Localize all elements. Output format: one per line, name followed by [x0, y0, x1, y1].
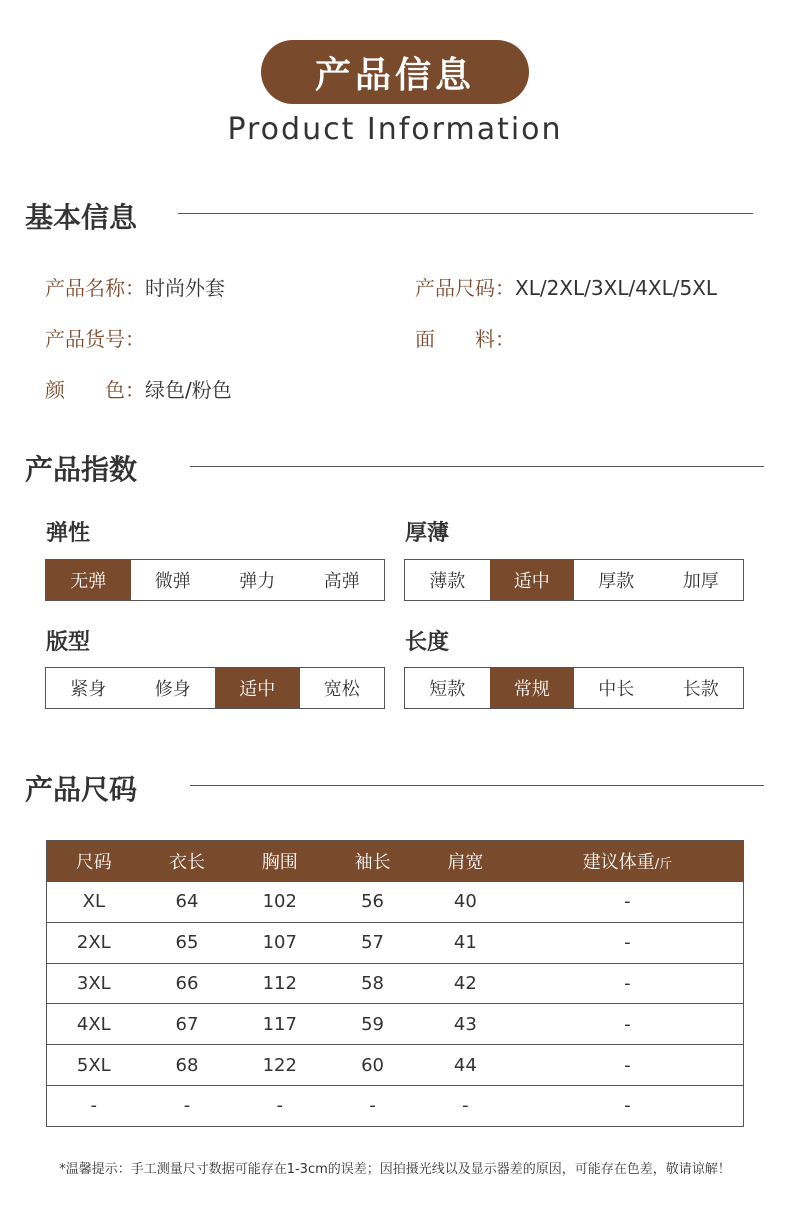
field-fabric	[415, 323, 515, 352]
option-elasticity: 弹力	[239, 571, 276, 592]
product-index-title: 产品指数	[25, 453, 138, 486]
option-elasticity: 无弹	[46, 560, 131, 600]
option-elasticity: 高弹	[323, 571, 360, 592]
table-cell: 107	[233, 922, 326, 963]
option-fit: 宽松	[323, 679, 360, 700]
field-value: XL/2XL/3XL/4XL/5XL	[515, 276, 718, 300]
table-cell: 66	[141, 963, 234, 1004]
table-row	[47, 1085, 744, 1126]
table-cell: 122	[233, 1045, 326, 1086]
weight-unit: /斤	[654, 857, 673, 872]
table-cell: -	[419, 1085, 512, 1126]
field-label: 面 料：	[415, 327, 515, 351]
column-header: 袖长	[326, 841, 419, 882]
basic-info-divider	[178, 213, 753, 214]
field-color	[45, 374, 232, 403]
option-length: 常规	[490, 668, 575, 708]
table-cell: 117	[233, 1004, 326, 1045]
option-thickness: 适中	[490, 560, 575, 600]
table-cell: -	[47, 1085, 141, 1126]
field-product-name	[45, 272, 225, 301]
index-options-thickness	[404, 559, 744, 601]
option-fit: 适中	[215, 668, 300, 708]
table-cell: 5XL	[47, 1045, 141, 1086]
table-cell: 57	[326, 922, 419, 963]
size-table-header-row	[47, 841, 744, 882]
field-value: 时尚外套	[145, 276, 225, 300]
table-cell: 2XL	[47, 922, 141, 963]
table-cell: 42	[419, 963, 512, 1004]
field-value: 绿色/粉色	[145, 378, 232, 402]
table-row	[47, 963, 744, 1004]
header-subtitle: Product Information	[227, 112, 563, 147]
option-elasticity: 微弹	[154, 571, 191, 592]
index-label-thickness: 厚薄	[405, 521, 450, 546]
table-cell: 67	[141, 1004, 234, 1045]
option-thickness: 加厚	[682, 571, 719, 592]
index-label-fit: 版型	[46, 630, 91, 655]
size-chart-divider	[190, 785, 764, 786]
table-cell: -	[141, 1085, 234, 1126]
field-label: 产品名称：	[45, 276, 145, 300]
option-fit: 紧身	[70, 679, 107, 700]
table-cell: -	[512, 1045, 744, 1086]
product-index-divider	[190, 466, 764, 467]
field-label: 产品尺码：	[415, 276, 515, 300]
field-label: 颜 色：	[45, 378, 145, 402]
table-cell: 58	[326, 963, 419, 1004]
column-header: 肩宽	[419, 841, 512, 882]
table-cell: 60	[326, 1045, 419, 1086]
option-length: 短款	[429, 679, 466, 700]
option-fit: 修身	[154, 679, 191, 700]
table-cell: -	[512, 1004, 744, 1045]
table-cell: -	[326, 1085, 419, 1126]
option-thickness: 薄款	[429, 571, 466, 592]
weight-label: 建议体重	[582, 852, 655, 873]
table-cell: -	[512, 922, 744, 963]
table-cell: 112	[233, 963, 326, 1004]
index-options-elasticity	[45, 559, 385, 601]
basic-info-title: 基本信息	[25, 201, 138, 234]
column-header: 胸围	[233, 841, 326, 882]
size-chart-title: 产品尺码	[25, 773, 138, 806]
table-cell: -	[512, 1085, 744, 1126]
table-cell: 64	[141, 882, 234, 923]
header-title: 产品信息	[314, 54, 475, 96]
table-cell: -	[512, 963, 744, 1004]
field-product-size	[415, 272, 717, 301]
table-row	[47, 1045, 744, 1086]
field-product-code	[45, 323, 145, 352]
table-cell: 68	[141, 1045, 234, 1086]
table-cell: 43	[419, 1004, 512, 1045]
table-cell: 41	[419, 922, 512, 963]
option-length: 中长	[598, 679, 635, 700]
table-cell: 40	[419, 882, 512, 923]
index-label-length: 长度	[405, 630, 450, 655]
index-options-fit	[45, 667, 385, 709]
footnote: *温馨提示：手工测量尺寸数据可能存在1-3cm的误差；因拍摄光线以及显示器差的原因，可能存在色差，敬请谅解！	[59, 1162, 731, 1177]
index-label-elasticity: 弹性	[46, 521, 91, 546]
column-header-weight	[512, 841, 744, 882]
table-cell: XL	[47, 882, 141, 923]
column-header: 衣长	[141, 841, 234, 882]
table-row	[47, 882, 744, 923]
header-title-pill	[261, 40, 529, 104]
table-cell: -	[233, 1085, 326, 1126]
table-cell: 59	[326, 1004, 419, 1045]
column-header: 尺码	[47, 841, 141, 882]
table-cell: 102	[233, 882, 326, 923]
table-row	[47, 1004, 744, 1045]
table-row	[47, 922, 744, 963]
field-label: 产品货号：	[45, 327, 145, 351]
table-cell: 56	[326, 882, 419, 923]
table-cell: 65	[141, 922, 234, 963]
table-cell: 4XL	[47, 1004, 141, 1045]
table-cell: -	[512, 882, 744, 923]
option-length: 长款	[682, 679, 719, 700]
option-thickness: 厚款	[598, 571, 635, 592]
table-cell: 3XL	[47, 963, 141, 1004]
table-cell: 44	[419, 1045, 512, 1086]
size-table	[46, 840, 744, 1127]
index-options-length	[404, 667, 744, 709]
